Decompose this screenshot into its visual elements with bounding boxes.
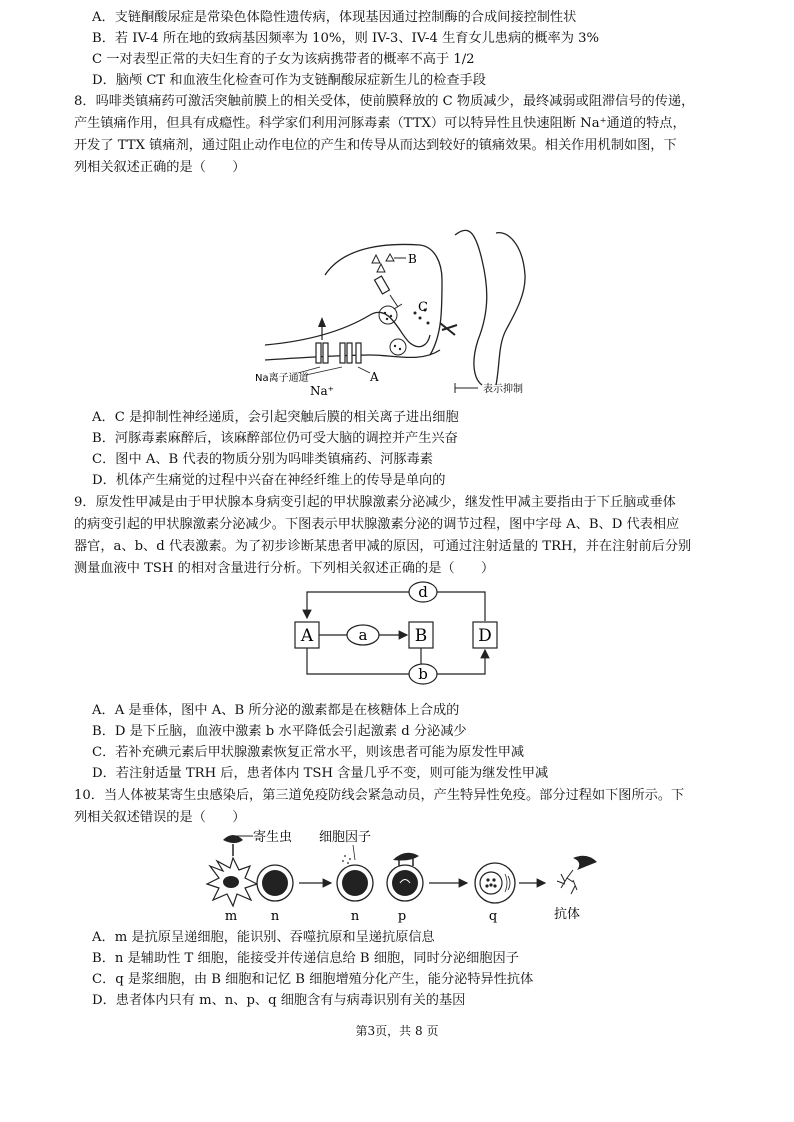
- box-a: A: [300, 626, 314, 646]
- q8-option-c: C．图中 A、B 代表的物质分别为吗啡类镇痛药、河豚毒素: [92, 452, 433, 467]
- q8-stem-line-2: 产生镇痛作用，但具有成瘾性。科学家们利用河豚毒素（TTX）可以特异性且快速阻断 Na⁺通道的特点，: [74, 116, 686, 131]
- label-parasite: 寄生虫: [253, 830, 293, 845]
- q10-stem-line-2: 列相关叙述错误的是（ ）: [74, 810, 246, 825]
- q7-option-d: D．脑颅 CT 和血液生化检查可作为支链酮酸尿症新生儿的检查手段: [92, 73, 486, 88]
- label-na-channel: Na离子通道: [255, 373, 309, 384]
- label-b: B: [408, 252, 417, 266]
- box-b: B: [414, 626, 428, 646]
- label-cytokine: 细胞因子: [319, 830, 372, 845]
- label-antibody: 抗体: [553, 907, 581, 922]
- q9-stem-line-4: 测量血液中 TSH 的相对含量进行分析。下列相关叙述正确的是（ ）: [74, 561, 495, 576]
- q10-option-c: C．q 是浆细胞，由 B 细胞和记忆 B 细胞增殖分化产生，能分泌特异性抗体: [92, 972, 534, 987]
- q8-option-b: B．河豚毒素麻醉后，该麻醉部位仍可受大脑的调控并产生兴奋: [92, 431, 458, 446]
- q9-option-a: A．A 是垂体，图中 A、B 所分泌的激素都是在核糖体上合成的: [92, 703, 460, 718]
- label-n-2: n: [350, 909, 360, 924]
- q9-stem-line-1: 9．原发性甲减是由于甲状腺本身病变引起的甲状腺激素分泌减少，继发性甲减主要指由于下丘脑或垂体: [74, 495, 676, 510]
- q7-option-b: B．若 IV-4 所在地的致病基因频率为 10%，则 IV-3、IV-4 生育女儿患病的概率为 3%: [92, 31, 600, 46]
- label-m: m: [224, 909, 238, 924]
- q9-option-b: B．D 是下丘脑，血液中激素 b 水平降低会引起激素 d 分泌减少: [92, 724, 467, 739]
- label-na-ion: Na⁺: [310, 384, 334, 398]
- label-q: q: [488, 909, 498, 924]
- synapse-diagram: [250, 185, 550, 400]
- q10-stem-line-1: 10．当人体被某寄生虫感染后，第三道免疫防线会紧急动员，产生特异性免疫。部分过程如下图所示。下: [74, 788, 685, 803]
- label-c: C: [418, 300, 428, 315]
- box-d: D: [478, 626, 492, 646]
- q10-option-d: D．患者体内只有 m、n、p、q 细胞含有与病毒识别有关的基因: [92, 993, 466, 1008]
- q8-stem-line-4: 列相关叙述正确的是（ ）: [74, 160, 246, 175]
- hormone-regulation-diagram: [285, 578, 510, 690]
- hormone-d: d: [418, 583, 428, 601]
- q7-option-c: C 一对表型正常的夫妇生育的子女为该病携带者的概率不高于 1/2: [92, 52, 475, 67]
- q8-option-a: A．C 是抑制性神经递质，会引起突触后膜的相关离子进出细胞: [92, 410, 459, 425]
- q9-option-d: D．若注射适量 TRH 后，患者体内 TSH 含量几乎不变，则可能为继发性甲减: [92, 766, 549, 781]
- immune-process-diagram: [205, 826, 615, 924]
- q10-option-a: A．m 是抗原呈递细胞，能识别、吞噬抗原和呈递抗原信息: [92, 930, 435, 945]
- hormone-b: b: [418, 665, 428, 683]
- q9-option-c: C．若补充碘元素后甲状腺激素恢复正常水平，则该患者可能为原发性甲减: [92, 745, 525, 760]
- q8-stem-line-3: 开发了 TTX 镇痛剂，通过阻止动作电位的产生和传导从而达到较好的镇痛效果。相关作用机制如图，下: [74, 138, 677, 153]
- legend-inhibit: 表示抑制: [483, 384, 523, 395]
- q7-option-a: A．支链酮酸尿症是常染色体隐性遗传病，体现基因通过控制酶的合成间接控制性状: [92, 10, 577, 25]
- label-a: A: [370, 370, 379, 384]
- q10-option-b: B．n 是辅助性 T 细胞，能接受并传递信息给 B 细胞，同时分泌细胞因子: [92, 951, 519, 966]
- label-p: p: [397, 909, 407, 924]
- page-footer: 第3页，共 8 页: [355, 1024, 439, 1038]
- q8-option-d: D．机体产生痛觉的过程中兴奋在神经纤维上的传导是单向的: [92, 473, 446, 488]
- q9-stem-line-2: 的病变引起的甲状腺激素分泌减少。下图表示甲状腺激素分泌的调节过程，图中字母 A、B、D 代表相应: [74, 517, 680, 532]
- q9-stem-line-3: 器官，a、b、d 代表激素。为了初步诊断某患者甲减的原因，可通过注射适量的 TRH，并在注射前后分别: [74, 539, 692, 554]
- q8-stem-line-1: 8．吗啡类镇痛药可激活突触前膜上的相关受体，使前膜释放的 C 物质减少，最终减弱或阻滞信号的传递，: [74, 94, 695, 109]
- label-n-1: n: [270, 909, 280, 924]
- hormone-a: a: [358, 626, 368, 644]
